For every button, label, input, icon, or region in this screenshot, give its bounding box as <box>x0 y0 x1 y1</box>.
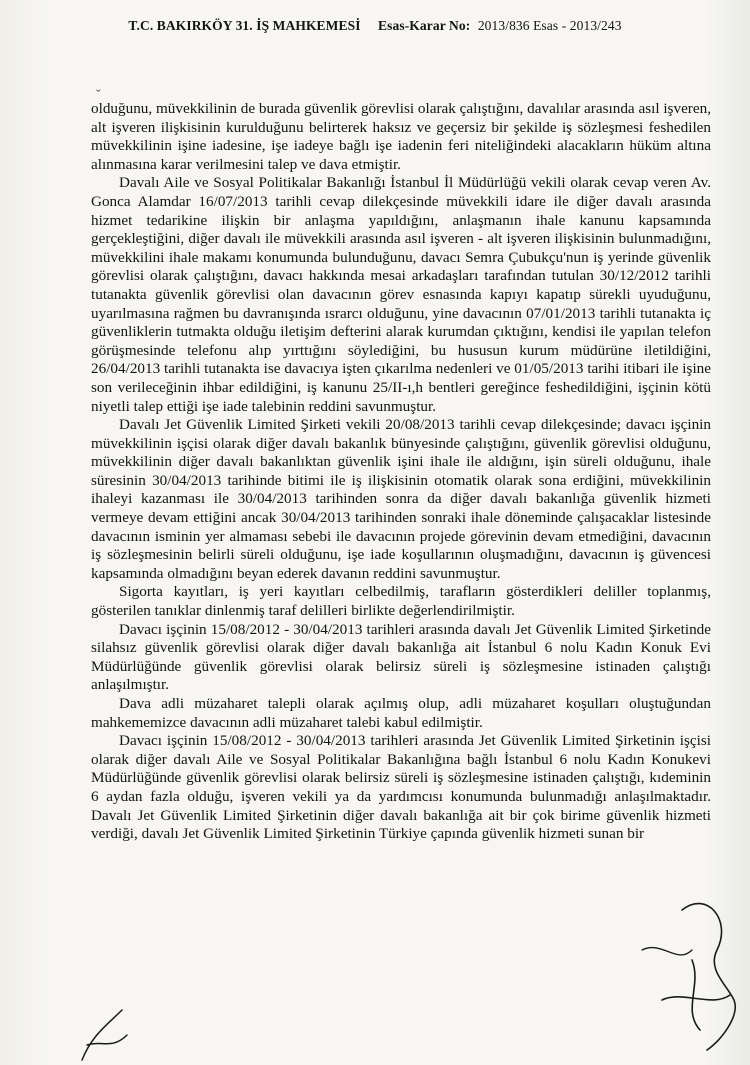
paragraph: Sigorta kayıtları, iş yeri kayıtları celbedilmiş, tarafların gösterdikleri deliller toplanmış, gösterilen tanıklar dinlenmiş taraf delilleri birlikte değerlendirilmiştir. <box>91 583 711 620</box>
court-name: T.C. BAKIRKÖY 31. İŞ MAHKEMESİ <box>128 18 361 33</box>
handwritten-mark <box>72 1005 132 1065</box>
paragraph: Davacı işçinin 15/08/2012 - 30/04/2013 tarihleri arasında davalı Jet Güvenlik Limited Şirketinde silahsız güvenlik görevlisi olarak diğer davalı bakanlığa ait İstanbul 6 nolu Kadın Konuk Evi Müdürlüğünde güvenlik görevlisi olarak belirsiz süreli iş sözleşmesine istinaden çalıştığı anlaşılmıştır. <box>91 620 711 694</box>
paragraph: Davacı işçinin 15/08/2012 - 30/04/2013 tarihleri arasında Jet Güvenlik Limited Şirketinin işçisi olarak diğer davalı Aile ve Sosyal Politikalar Bakanlığına bağlı İstanbul 6 nolu Kadın Konukevi Müdürlüğünde güvenlik görevlisi olarak belirsiz süreli iş sözleşmesine istinaden çalıştığı, kıdeminin 6 aydan fazla olduğu, işveren vekili ya da yardımcısı konumunda bulunmadığı anlaşılmaktadır. Davalı Jet Güvenlik Limited Şirketinin diğer davalı bakanlığa ait bir çok birime güvenlik hizmeti verdiği, davalı Jet Güvenlik Limited Şirketinin Türkiye çapında güvenlik hizmeti sunan bir <box>91 732 711 843</box>
case-number-label: Esas-Karar No: <box>378 18 471 33</box>
document-header <box>0 18 750 34</box>
margin-mark: ˇ <box>96 88 101 103</box>
handwritten-signature <box>622 890 742 1065</box>
paragraph: olduğunu, müvekkilinin de burada güvenlik görevlisi olarak çalıştığını, davalılar arasında asıl işveren, alt işveren ilişkisinin kurulduğunu belirterek haksız ve geçersiz bir şekilde iş sözleşmesi feshedilen müvekkilinin işine iadesine, işe iadeye bağlı işe iadenin feri niteliğindeki alacakların hüküm altına alınmasına karar verilmesini talep ve dava etmiştir. <box>91 100 711 173</box>
paragraph: Davalı Jet Güvenlik Limited Şirketi vekili 20/08/2013 tarihli cevap dilekçesinde; davacı işçinin müvekkilinin işçisi olarak diğer davalı bakanlık bünyesinde çalıştığını, güvenlik görevlisi olduğunu, müvekkilinin diğer davalı bakanlıktan güvenlik işini ihale ile aldığını, işin süreli olduğunu, ihale süresinin 30/04/2013 tarihinde bitimi ile iş ilişkisinin otomatik olarak sona erdiğini, müvekkilinin ihaleyi kazanması ile 30/04/2013 tarihinden sonra da diğer davalı bakanlığa güvenlik hizmeti vermeye devam ettiğini ancak 30/04/2013 tarihinden sonraki ihale döneminde çalışacaklar listesinde davacının isminin yer almaması sebebi ile davacının projede görevinin devam etmediğini, davacının iş sözleşmesinin belirli süreli olduğunu, işe iade koşullarının oluşmadığını, davacının iş güvencesi kapsamında olmadığını beyan ederek davanın reddini savunmuştur. <box>91 416 711 582</box>
paragraph: Davalı Aile ve Sosyal Politikalar Bakanlığı İstanbul İl Müdürlüğü vekili olarak cevap veren Av. Gonca Alamdar 16/07/2013 tarihli cevap dilekçesinde müvekkili idare ile diğer davalı arasında hizmet tedarikine ilişkin bir anlaşma yapıldığını, anlaşmanın ihale kanunu kapsamında gerçekleştiğini, diğer davalı ile müvekkili arasında asıl işveren - alt işveren ilişkisinin bulunmadığını, müvekkilini ihale makamı konumunda bulunduğunu, davacı Semra Çubukçu'nun iş yerinde güvenlik görevlisi olarak çalıştığını, davacı hakkında mesai arkadaşları tarafından tutulan 30/12/2012 tarihli tutanakta güvenlik görevlisi olan davacının görev esnasında kapıyı kapatıp sürekli uyuduğunu, uyarılmasına rağmen bu davranışında ısrarcı olduğunu, yine davacının 07/01/2013 tarihli tutanakta iç güvenliklerin tutmakta olduğu iletişim defterini alarak kurumdan çıktığını, kendisi ile yapılan telefon görüşmesinde telefonu alıp yırttığını söylediğini, bu hususun kurum müdürüne iletildiğini, 26/04/2013 tarihli tutanakta ise davacıya işten çıkarılma nedenleri ve 01/05/2013 tarihi itibari ile işine son verileceğinin ihbar edildiğini, iş kanunu 25/II-ı,h bentleri gereğince feshedildiğini, işçinin kötü niyetli talep ettiği işe iade talebinin reddini savunmuştur. <box>91 174 711 415</box>
case-number-value: 2013/836 Esas - 2013/243 <box>477 18 622 33</box>
document-body <box>91 100 711 844</box>
paragraph: Dava adli müzaharet talepli olarak açılmış olup, adli müzaharet koşulları oluştuğundan mahkememizce davacının adli müzaharet talebi kabul edilmiştir. <box>91 695 711 731</box>
